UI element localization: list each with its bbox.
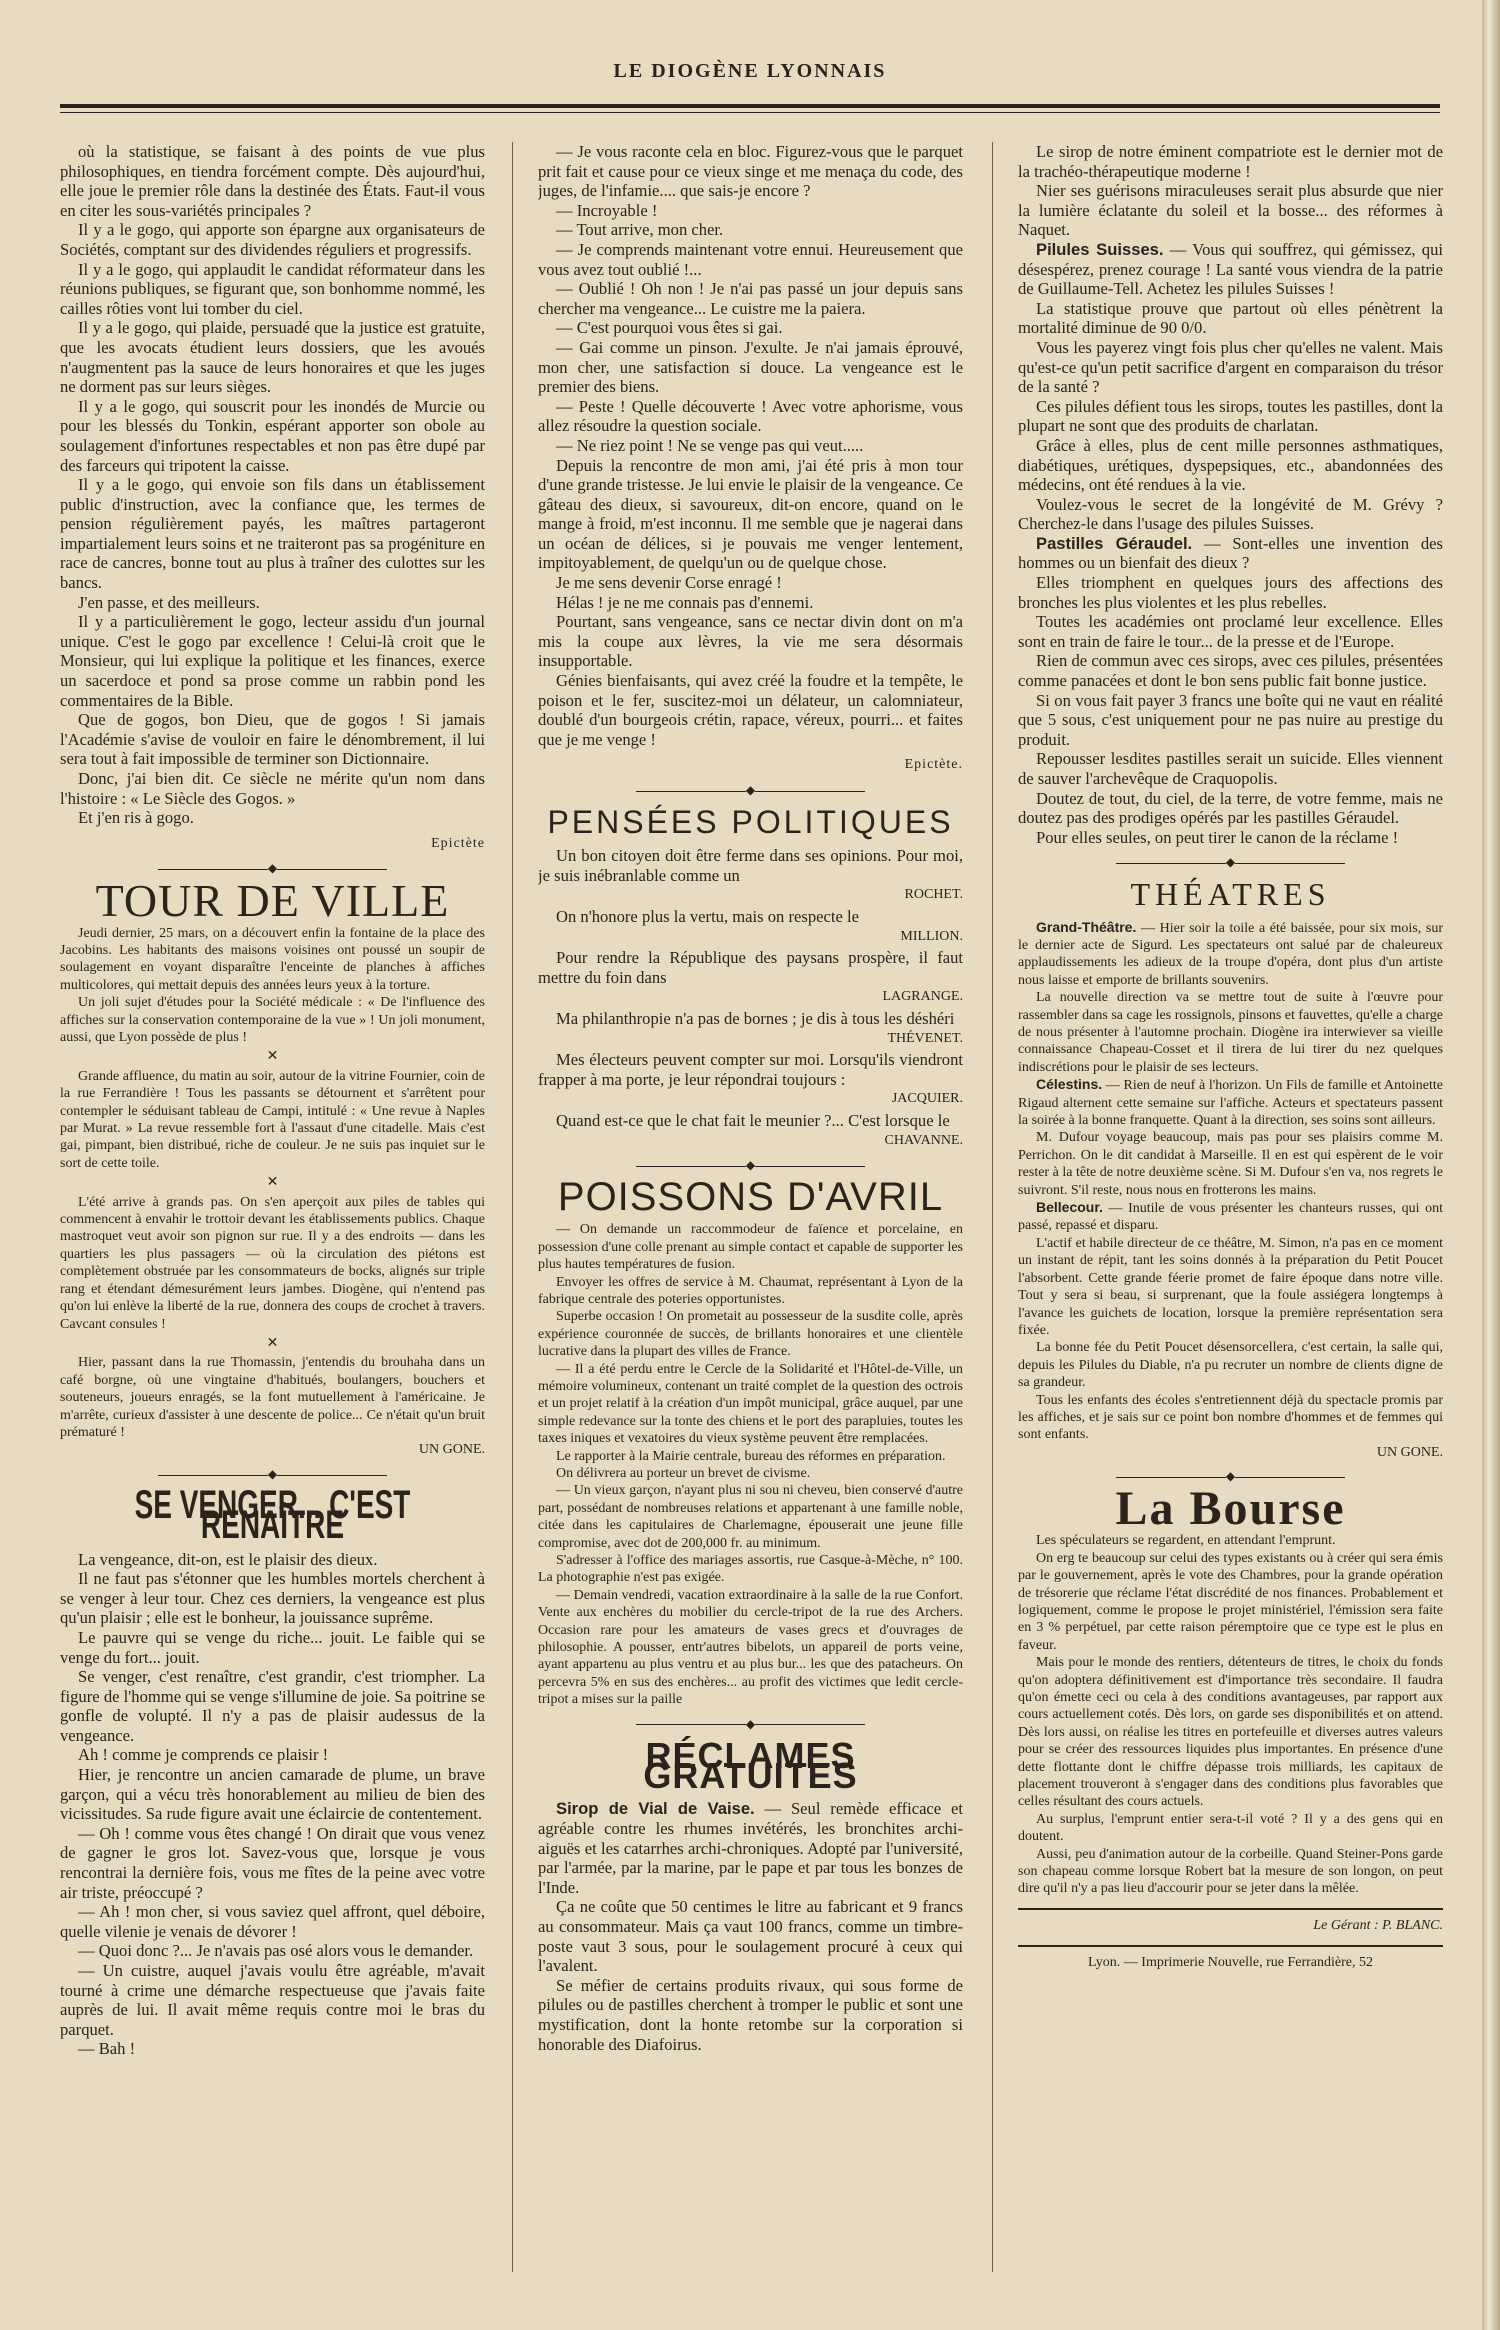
paragraph — [1018, 534, 1443, 573]
section-separator: ◆ — [538, 1156, 963, 1176]
paragraph: — Demain vendredi, vacation extraordinaire à la salle de la rue Confort. Vente aux enchères du mobilier du cercle-tripot de la rue des Archers. Occasion rare pour les amateurs de vases grecs et d'ouvrages de philosophie. A pousser, entr'autres bibelots, un appareil de ports veine, ayant appartenu au plus ventru et au plus bur... les que des patacheurs. On percevra 5% en sus des enchères... au profit des victimes que ledit cercle-tripot a mises sur la paille — [538, 1587, 963, 1708]
poissons-davril-heading: POISSONS D'AVRIL — [557, 1174, 944, 1219]
paragraph: Tous les enfants des écoles s'entretiennent déjà du spectacle promis par les affiches, et je sais sur ce point bon nombre d'hommes et de femmes qui sont enfants. — [1018, 1392, 1443, 1443]
paragraph: — Bah ! — [78, 2039, 136, 2059]
paragraph: — Incroyable ! — [556, 200, 658, 220]
paragraph: — Ne riez point ! Ne se venge pas qui veut..... — [556, 435, 864, 455]
section-separator: ◆ — [1018, 853, 1443, 873]
paragraph: L'actif et habile directeur de ce théâtre, M. Simon, n'a pas en ce moment un instant de répit, tant les soins donnés à la préparation du Petit Poucet l'absorbent. Cette grande féerie promet de faire époque dans notre ville. Tout y sera si beau, si surprenant, que la foule assiégera longtemps à l'avance les guichets de location, lorsque la première représentation sera fixée. — [1018, 1235, 1443, 1338]
pensee-text: Un bon citoyen doit être ferme dans ses opinions. Pour moi, je suis inébranlable comme un — [538, 846, 963, 885]
pensee-author: ROCHET. — [904, 887, 963, 903]
pensee-author: THÉVENET. — [887, 1030, 963, 1046]
paragraph: Le sirop de notre éminent compatriote est le dernier mot de la trachéo-thérapeutique moderne ! — [1018, 142, 1443, 181]
paragraph — [538, 1799, 963, 1897]
masthead-rule — [60, 104, 1440, 108]
pensee-author: LAGRANGE. — [882, 989, 963, 1005]
reclames-gratuites-heading: RÉCLAMES GRATUITES — [643, 1735, 858, 1796]
theatre-name: Bellecour. — [1036, 1199, 1103, 1216]
paragraph: Toutes les académies ont proclamé leur excellence. Elles sont en train de faire le tour... de la presse et de l'Europe. — [1018, 612, 1443, 651]
paragraph: Grâce à elles, plus de cent mille personnes asthmatiques, diabétiques, urétiques, dyspepsiques, etc., abandonnées des médecins, ont été rendues à la vie. — [1018, 435, 1443, 495]
paragraph: — Un cuistre, auquel j'avais voulu être agréable, m'avait tourné à crime une démarche respectueuse que j'avais faite auprès de lui. Il avait même requis contre moi le bras du parquet. — [60, 1961, 485, 2039]
theatres-heading: THÉATRES — [1130, 875, 1331, 912]
paragraph: — On demande un raccommodeur de faïence et porcelaine, en possession d'une colle prenant au simple contact et capable de supporter les plus hautes températures de fusion. — [538, 1222, 963, 1273]
paragraph: La bonne fée du Petit Poucet désensorcellera, c'est certain, la salle qui, depuis les Pilules du Diable, n'a pu recruter un nombre de clients digne de sa grandeur. — [1018, 1340, 1443, 1391]
masthead: LE DIOGÈNE LYONNAIS — [613, 60, 887, 82]
paragraph — [1018, 1199, 1443, 1235]
paragraph: Pourtant, sans vengeance, sans ce nectar divin dont on m'a mis la coupe aux lèvres, la vie me sera désormais insupportable. — [538, 612, 963, 671]
paragraph: Hier, je rencontre un ancien camarade de plume, un brave garçon, qui a vécu très honorablement au milieu de bien des vicissitudes. Sa rude figure avait une éclaircie de contentement. — [60, 1765, 485, 1824]
paragraph: Superbe occasion ! On prometait au possesseur de la susdite colle, après expérience couronnée de succès, de brillants honoraires et une clientèle lucrative dans la plupart des villes de France. — [538, 1309, 963, 1360]
paragraph: Il y a particulièrement le gogo, lecteur assidu d'un journal unique. C'est le gogo par excellence ! Celui-là croit que le Monsieur, qui lui explique la politique et les finances, exerce un sacerdoce et pond sa prose comme un rabbin pond les commentaires de la Bible. — [60, 612, 485, 710]
paragraph: Grande affluence, du matin au soir, autour de la vitrine Fournier, coin de la rue Ferrandière ! Tous les passants se détournent et s'arrêtent pour contempler le séduisant tableau de Campi, intitulé : « Une revue à Naples par Murat. » La revue ressemble fort à l'assaut d'une citadelle. Mais c'est gai, pimpant, bien distribué, riche de couleur. Je ne suis pas inquiet sur le sort de cette toile. — [60, 1068, 485, 1171]
paragraph: Mais pour le monde des rentiers, détenteurs de titres, le choix du fonds qu'on adoptera définitivement est d'importance très secondaire. Il faudra qu'on émette ceci ou cela à des conditions avantageuses, par rapport aux cours actuellement cotés. Dès lors, on garde ses disponibilités et on attend. Dès lors aussi, on réalise les titres en portefeuille et diverses autres valeurs pour se créer des ressources liquides plus importantes. En présence d'une dette flottante dont le chiffre dépasse trois milliards, les capitaux de placement trouveront à s'engager dans des conditions plus favorables que celles résultant des cours actuels. — [1018, 1655, 1443, 1810]
paragraph — [1018, 240, 1443, 299]
column-divider — [512, 142, 513, 2272]
paragraph: Nier ses guérisons miraculeuses serait plus absurde que nier la lumière éclatante du soleil et la bosse... des réformes à Naquet. — [1018, 181, 1443, 240]
column-3 — [1018, 142, 1443, 2282]
pastilles-heading: Pastilles Géraudel. — [1036, 533, 1193, 553]
paragraph: J'en passe, et des meilleurs. — [78, 592, 260, 612]
paragraph: Se venger, c'est renaître, c'est grandir, c'est triompher. La figure de l'homme qui se venge s'illumine de joie. Sa poitrine se gonfle de volupté. Il n'y a pas de plaisir audessus de la vengeance. — [60, 1667, 485, 1745]
paragraph: Les spéculateurs se regardent, en attendant l'emprunt. — [1036, 1533, 1336, 1549]
cross-separator-icon: ✕ — [266, 1175, 279, 1191]
page-binding-edge — [1482, 0, 1500, 2330]
paragraph: Depuis la rencontre de mon ami, j'ai été pris à mon tour d'une grande tristesse. Je lui envie le plaisir de la vengeance. Ce gâteau des dieux, si savoureux, dit-on encore, quand on le mange à froid, m'est inconnu. Il me semble que je nagerai dans un océan de délices, si je pouvais me venger lentement, impitoyablement, de quelqu'un ou de quelque chose. — [538, 455, 963, 573]
tour-de-ville-heading: TOUR DE VILLE — [95, 874, 450, 926]
paragraph: Il y a le gogo, qui applaudit le candidat réformateur dans les réunions publiques, se figurant que, son bonhomme nommé, les cailles rôties vont lui tomber du ciel. — [60, 259, 485, 318]
paragraph: Elles triomphent en quelques jours des affections des bronches les plus violentes et les plus rebelles. — [1018, 573, 1443, 612]
paragraph: Hier, passant dans la rue Thomassin, j'entendis du brouhaha dans un café borgne, où une vingtaine d'habitués, boulangers, bouchers et souteneurs, joueurs enragés, se la font mutuellement à l'américaine. Je m'arrête, curieux d'assister à une descente de police... Ce n'était qu'un bruit prématuré ! — [60, 1355, 485, 1440]
newspaper-page — [60, 60, 1443, 2300]
tour-de-ville-article — [60, 925, 485, 1459]
se-venger-continued — [538, 142, 963, 775]
paragraph: S'adresser à l'office des mariages assortis, rue Casque-à-Mèche, n° 100. La photographie n'est pas exigée. — [538, 1553, 963, 1586]
paragraph: Vous les payerez vingt fois plus cher qu'elles ne valent. Mais qu'est-ce qu'un petit sacrifice d'argent en comparaison du trésor de la santé ? — [1018, 337, 1443, 397]
paragraph: Il y a le gogo, qui plaide, persuadé que la justice est gratuite, que les avocats étudient leurs dossiers, que les avoués n'augmentent pas la sauce de leurs honoraires et que les juges ne dorment pas sur leurs sièges. — [60, 318, 485, 397]
paragraph: Si on vous fait payer 3 francs une boîte qui ne vaut en réalité que 5 sous, c'est uniquement pour ne pas nuire au prestige du produit. — [1018, 690, 1443, 749]
pensees-politiques-article — [538, 846, 963, 1150]
paragraph: Il y a le gogo, qui envoie son fils dans un établissement public d'instruction, avec la confiance que, les termes de pension régulièrement payés, les maîtres partageront impartialement leurs soins et ne traiteront pas sa progéniture en race de cancres, bonne tout au plus à traîner des culottes sur les bancs. — [60, 475, 485, 593]
footer-rule — [1018, 1945, 1443, 1947]
paragraph: M. Dufour voyage beaucoup, mais pas pour ses plaisirs comme M. Perrichon. On le dit candidat à Marseille. Il en est qui espèrent de le voir rester à la tête de notre deuxième scène. Si M. Dufour s'en va, nos regrets le suivront. S'il reste, nous nous en frotterons les mains. — [1018, 1130, 1443, 1198]
paragraph: Le rapporter à la Mairie centrale, bureau des réformes en préparation. — [556, 1448, 946, 1464]
paragraph: La nouvelle direction va se mettre tout de suite à l'œuvre pour rassembler dans sa cage les rossignols, pinsons et fauvettes, qu'elle a charge de nous présenter à l'automne prochain. Diogène ira interwiever sa vieille connaissance Chapeau-Cosset et il tirera de lui tirer du nez quelques indiscrétions pour le plaisir de ses lecteurs. — [1018, 990, 1443, 1075]
paragraph: — Quoi donc ?... Je n'avais pas osé alors vous le demander. — [78, 1941, 474, 1961]
cross-separator-icon: ✕ — [266, 1049, 279, 1065]
paragraph: — Peste ! Quelle découverte ! Avec votre aphorisme, vous allez résoudre la question sociale. — [538, 396, 963, 436]
paragraph: Aussi, peu d'animation autour de la corbeille. Quand Steiner-Pons garde son chapeau comme lorsque Robert bat la mesure de son longon, on peut dire qu'il n'y a pas lieu d'accourir pour se jeter dans la mêlée. — [1018, 1846, 1443, 1897]
pensee-author: JACQUIER. — [891, 1091, 963, 1107]
theatre-name: Grand-Théâtre. — [1036, 918, 1137, 935]
paragraph: — Je vous raconte cela en bloc. Figurez-vous que le parquet prit fait et cause pour ce vieux singe et me menaça du code, des juges, de l'infamie.... que sais-je encore ? — [538, 142, 963, 201]
paragraph: — Gai comme un pinson. J'exulte. Je n'ai jamais éprouvé, mon cher, une satisfaction si douce. La vengeance est le premier des biens. — [538, 337, 963, 397]
se-venger-article — [60, 1550, 485, 2059]
se-venger-heading: SE VENGER... C'EST RENAÎTRE — [134, 1483, 411, 1547]
la-bourse-article — [1018, 1532, 1443, 1898]
paragraph: — C'est pourquoi vous êtes si gai. — [556, 318, 783, 338]
paragraph: — Ah ! mon cher, si vous saviez quel affront, quel déboire, quelle vilenie je venais de dévorer ! — [60, 1902, 485, 1941]
theatres-article — [1018, 919, 1443, 1462]
column-2 — [538, 142, 963, 2282]
paragraph: Donc, j'ai bien dit. Ce siècle ne mérite qu'un nom dans l'histoire : « Le Siècle des Gogos. » — [60, 769, 485, 808]
paragraph: La statistique prouve que partout où elles pénètrent la mortalité diminue de 90 0/0. — [1018, 298, 1443, 338]
pensee-item — [538, 1050, 963, 1109]
theatre-text: — Hier soir la toile a été baissée, pour six mois, sur le dernier acte de Sigurd. Les spectateurs ont salué par de chaleureux applaudissements les adieux de la troupe d'opéra, dont plus d'un artiste nous laisse et emporte de brillants souvenirs. — [1018, 920, 1443, 988]
reclames-gratuites-article — [538, 1799, 963, 2054]
author-signature: Epictète — [431, 835, 485, 851]
imprint-line: Lyon. — Imprimerie Nouvelle, rue Ferrandière, 52 — [1088, 1955, 1373, 1971]
paragraph: — Je comprends maintenant votre ennui. Heureusement que vous avez tout oublié !... — [538, 239, 963, 279]
pensees-politiques-heading: PENSÉES POLITIQUES — [547, 803, 954, 840]
author-signature: UN GONE. — [418, 1442, 485, 1458]
section-separator: ◆ — [538, 781, 963, 801]
paragraph: Et j'en ris à gogo. — [78, 808, 194, 828]
paragraph: Le pauvre qui se venge du riche... jouit. Le faible qui se venge du fort... jouit. — [60, 1627, 485, 1667]
pensee-item — [538, 846, 963, 905]
cross-separator-icon: ✕ — [266, 1335, 279, 1351]
pensee-text: Ma philanthropie n'a pas de bornes ; je dis à tous les déshéri — [556, 1008, 955, 1028]
author-signature: Epictète. — [904, 757, 963, 773]
pensee-author: MILLION. — [900, 928, 963, 944]
paragraph: Génies bienfaisants, qui avez créé la foudre et la tempête, le poison et le fer, suscitez-moi un délateur, un calomniateur, doublé d'un bourgeois crétin, rapace, véreux, pourri... et faites que je me venge ! — [538, 671, 963, 749]
paragraph: Au surplus, l'emprunt entier sera-t-il voté ? Il y a des gens qui en doutent. — [1018, 1811, 1443, 1845]
footer-rule — [1018, 1908, 1443, 1910]
theatre-text: — Rien de neuf à l'horizon. Un Fils de famille et Antoinette Rigaud alternent cette semaine sur l'affiche. Acteurs et spectateurs passent la soirée à la bonne franquette. Quant à la direction, ses soins sont ailleurs. — [1018, 1078, 1443, 1129]
paragraph: Ces pilules défient tous les sirops, toutes les pastilles, dont la plupart ne sont que des produits de charlatan. — [1018, 396, 1443, 436]
paragraph: Il ne faut pas s'étonner que les humbles mortels cherchent à se venger à leur tour. Chez ces derniers, la vengeance est plus qu'un plaisir ; elle est le bonheur, la jouissance suprême. — [60, 1569, 485, 1628]
paragraph: Rien de commun avec ces sirops, avec ces pilules, présentées comme panacées et dont le bon sens public fait bonne justice. — [1018, 651, 1443, 691]
reclames-continued — [1018, 142, 1443, 847]
pensee-text: Mes électeurs peuvent compter sur moi. Lorsqu'ils viendront frapper à ma porte, je leur répondrai toujours : — [538, 1050, 963, 1089]
pensee-text: Quand est-ce que le chat fait le meunier ?... C'est lorsque le — [556, 1110, 950, 1130]
paragraph — [1018, 1076, 1443, 1129]
la-bourse-heading: La Bourse — [1115, 1481, 1346, 1535]
paragraph: Repousser lesdites pastilles serait un suicide. Elles viennent de sauver l'archevêque de Craquopolis. — [1018, 749, 1443, 788]
paragraph: Jeudi dernier, 25 mars, on a découvert enfin la fontaine de la place des Jacobins. Les habitants des maisons voisines ont poussé un soupir de soulagement en voyant disparaître l'enceinte de planches à affiches multicolores, qui mettait depuis des années leurs yeux à la torture. — [60, 925, 485, 993]
paragraph: Ah ! comme je comprends ce plaisir ! — [78, 1745, 329, 1765]
pastilles-text: — Sont-elles une invention des hommes ou un bienfait des dieux ? — [1018, 533, 1443, 573]
pensee-text: Pour rendre la République des paysans prospère, il faut mettre du foin dans — [538, 948, 963, 987]
pensee-text: On n'honore plus la vertu, mais on respecte le — [556, 906, 859, 926]
paragraph — [1018, 919, 1443, 990]
paragraph: — Oublié ! Oh non ! Je n'ai pas passé un jour depuis sans chercher ma vengeance... Le cuistre me la paiera. — [538, 279, 963, 318]
theatre-name: Célestins. — [1036, 1076, 1103, 1093]
paragraph: Voulez-vous le secret de la longévité de M. Grévy ? Cherchez-le dans l'usage des pilules Suisses. — [1018, 494, 1443, 534]
gerant-line: Le Gérant : P. BLANC. — [1313, 1917, 1443, 1933]
paragraph: où la statistique, se faisant à des points de vue plus philosophiques, en tiendra forcément compte. Dès aujourd'hui, elle joue le premier rôle dans la destinée des États. Faut-il vous en citer les sous-variétés principales ? — [60, 142, 485, 220]
section-separator: ◆ — [60, 1465, 485, 1485]
sirop-heading: Sirop de Vial de Vaise. — [556, 1799, 755, 1819]
pilules-heading: Pilules Suisses. — [1036, 239, 1164, 259]
paragraph: Que de gogos, bon Dieu, que de gogos ! Si jamais l'Académie s'avise de vouloir en faire le dénombrement, il lui sera tout à fait impossible de terminer son Dictionnaire. — [60, 710, 485, 769]
paragraph: Ça ne coûte que 50 centimes le litre au fabricant et 9 francs au consommateur. Mais ça vaut 100 francs, comme un timbre-poste vaut 3 sous, pour le soulagement procuré à ceux qui l'avalent. — [538, 1897, 963, 1976]
section-separator: ◆ — [538, 1715, 963, 1735]
pensee-author: CHAVANNE. — [884, 1132, 963, 1148]
paragraph: Il y a le gogo, qui apporte son épargne aux organisateurs de Sociétés, comptant sur des dividendes réguliers et progressifs. — [60, 220, 485, 259]
paragraph: — Oh ! comme vous êtes changé ! On dirait que vous venez de gagner le gros lot. Savez-vous que, lorsque je vous rencontrai la dernière fois, vous me fîtes de la peine avec votre air triste, préoccupé ? — [60, 1823, 485, 1902]
pensee-item — [538, 1009, 963, 1048]
masthead-rule-thin — [60, 112, 1440, 113]
paragraph: La vengeance, dit-on, est le plaisir des dieux. — [78, 1549, 378, 1569]
pilules-text: — Vous qui souffrez, qui gémissez, qui désespérez, prenez courage ! La santé vous viendra de la patrie de Guillaume-Tell. Achetez les pilules Suisses ! — [1018, 239, 1443, 299]
paragraph: On délivrera au porteur un brevet de civisme. — [556, 1465, 811, 1481]
section-separator: ◆ — [1018, 1467, 1443, 1487]
paragraph: On erg te beaucoup sur celui des types existants ou à créer qui sera émis par le gouvernement, après le vote des Chambres, pour la grande opération de trésorerie que réclame l'état discrédité de nos finances. Probablement et logiquement, comme le propose le projet ministériel, l'émission sera faite en 3 % perpétuel, par cette raison péremptoire que ce type est le plus en faveur. — [1018, 1550, 1443, 1653]
paragraph: — Tout arrive, mon cher. — [556, 220, 724, 240]
section-separator: ◆ — [60, 859, 485, 879]
paragraph: Un joli sujet d'études pour la Société médicale : « De l'influence des affiches sur la conservation contemporaine de la vue » ! Un joli monument, aussi, que Lyon possède de plus ! — [60, 995, 485, 1045]
pensee-item — [538, 907, 963, 946]
paragraph: Je me sens devenir Corse enragé ! — [556, 573, 782, 593]
column-divider — [992, 142, 993, 2272]
column-1 — [60, 142, 485, 2282]
paragraph: — Un vieux garçon, n'ayant plus ni sou ni cheveu, bien conservé d'autre part, possédant de nombreuses relations et appartenant à une famille noble, citée dans les capitulaires de Charlemagne, épouserait une jeune fille compromise, avec dot de 200,000 fr. au minimum. — [538, 1483, 963, 1551]
paragraph: Hélas ! je ne me connais pas d'ennemi. — [556, 592, 814, 612]
paragraph: L'été arrive à grands pas. On s'en aperçoit aux piles de tables qui commencent à envahir le trottoir devant les établissements publics. Chaque mastroquet veut avoir son pignon sur rue. Il y a des endroits — dans les quartiers les plus passagers — où la circulation des piétons est complètement obstruée par les consommateurs de bocks, alignés sur triple rang et étendant démesurément leurs jambes. Diogène, qui n'entend pas qu'on lui enlève la liberté de la rue, donnera des coups de crochet à travers. Cavcant consules ! — [60, 1194, 485, 1332]
gogos-article — [60, 142, 485, 853]
paragraph: Doutez de tout, du ciel, de la terre, de votre femme, mais ne doutez pas des prodiges opérés par les pastilles Géraudel. — [1018, 788, 1443, 828]
paragraph: Envoyer les offres de service à M. Chaumat, représentant à Lyon de la fabrique centrale des poteries opportunistes. — [538, 1274, 963, 1307]
author-signature: UN GONE. — [1376, 1444, 1443, 1460]
poissons-davril-article — [538, 1221, 963, 1708]
paragraph: — Il a été perdu entre le Cercle de la Solidarité et l'Hôtel-de-Ville, un mémoire volumineux, contenant un traité complet de la question des octrois et un projet relatif à la création d'un impôt municipal, grâce auquel, par une simple redevance sur la tonte des chiens et le port des parapluies, toutes les taxes iniques et vexatoires du vieux système peuvent être remplacées. — [538, 1361, 963, 1447]
paragraph: Se méfier de certains produits rivaux, qui sous forme de pilules ou de pastilles cherchent à tromper le public et sont une mystification, dont la honte retombe sur la corporation si honorable des Diafoirus. — [538, 1975, 963, 2054]
theatre-text: — Inutile de vous présenter les chanteurs russes, qui ont passé, repassé et disparu. — [1018, 1201, 1443, 1234]
pensee-item — [538, 1111, 963, 1150]
pensee-item — [538, 948, 963, 1007]
paragraph: Il y a le gogo, qui souscrit pour les inondés de Murcie ou pour les blessés du Tonkin, espérant apporter son obole au soulagement d'infortunes respectables et non pas être dupé par des farceurs qui tripotent la caisse. — [60, 396, 485, 475]
sirop-text: — Seul remède efficace et agréable contre les rhumes invétérés, les bronchites archi-aiguës et les catarrhes archi-chroniques. Adopté par l'université, par l'armée, par la marine, par le pape et par tous les bonzes de l'Inde. — [538, 1799, 963, 1897]
paragraph: Pour elles seules, on peut tirer le canon de la réclame ! — [1036, 827, 1399, 847]
